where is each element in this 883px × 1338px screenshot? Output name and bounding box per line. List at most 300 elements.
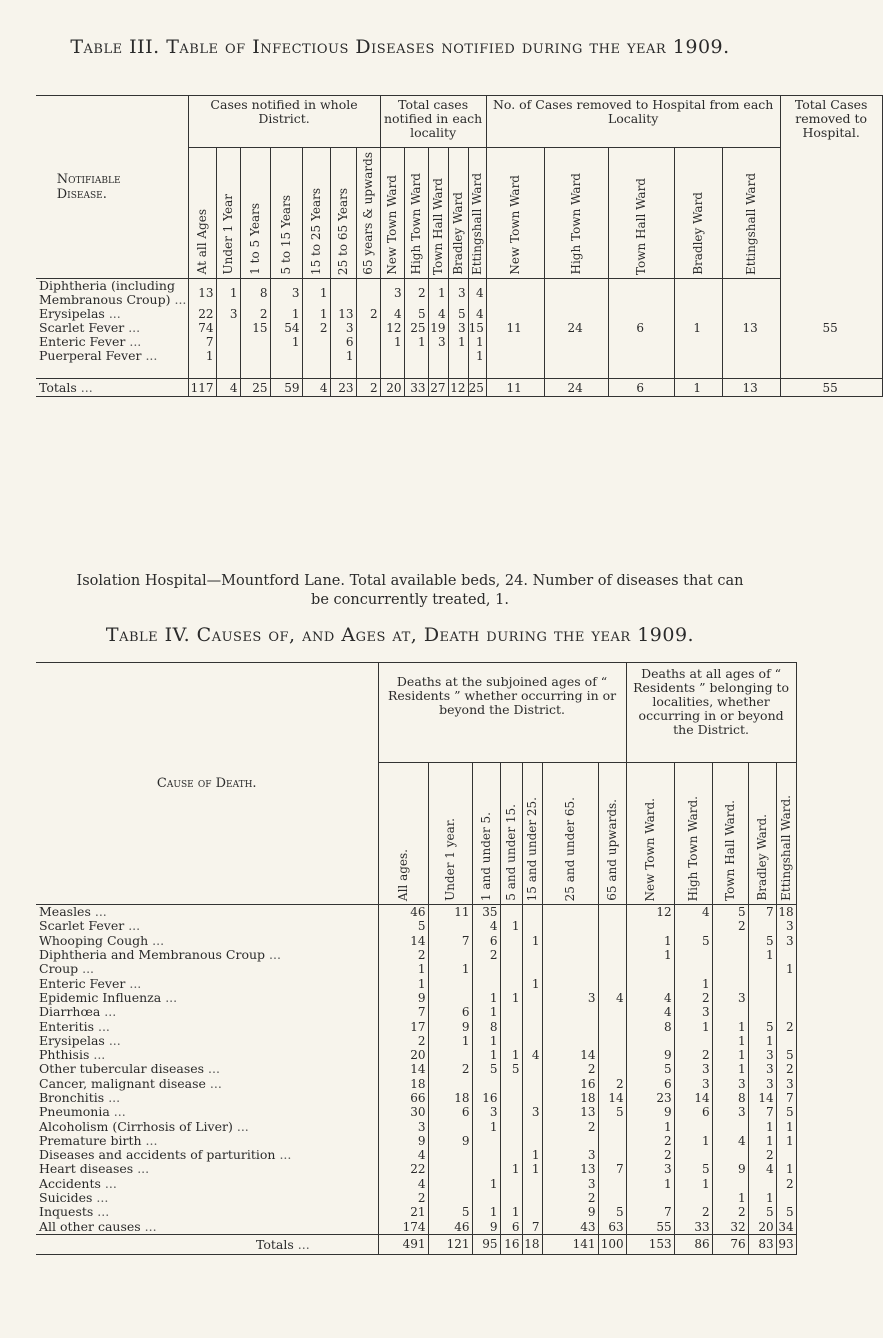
locality-cell: 2 (776, 1062, 796, 1076)
leader-dots: ... (93, 1204, 110, 1220)
col-header: High Town Ward (544, 148, 608, 279)
leader-dots: ... (76, 380, 93, 396)
age-cell (428, 948, 472, 962)
locality-cell (674, 948, 712, 962)
locality-cell (712, 1119, 748, 1133)
leader-dots: ... (141, 1132, 158, 1148)
age-cell: 2 (598, 1077, 626, 1091)
total-cell: 95 (472, 1234, 500, 1254)
row-label (36, 1191, 378, 1205)
age-cell: 46 (428, 1220, 472, 1235)
age-cell: 7 (522, 1220, 542, 1235)
locality-cell: 5 (712, 905, 748, 920)
total-removed-cell (780, 307, 882, 321)
age-cell (356, 278, 380, 307)
removed-cell (544, 349, 608, 363)
row-label (36, 934, 378, 948)
isolation-hospital-note: Isolation Hospital—Mountford Lane. Total available beds, 24. Number of diseases that can be concurrently treated, 1. (76, 573, 744, 608)
locality-cell: 1 (712, 1048, 748, 1062)
table-row (36, 1105, 796, 1119)
col-header: 65 and upwards. (598, 763, 626, 905)
locality-cell: 1 (776, 1134, 796, 1148)
locality-cell: 2 (748, 1148, 776, 1162)
age-cell (542, 934, 598, 948)
locality-cell: 5 (674, 934, 712, 948)
age-cell (356, 349, 380, 363)
age-cell (216, 349, 240, 363)
locality-cell: 4 (468, 278, 486, 307)
table-row (36, 1177, 796, 1191)
locality-cell: 1 (448, 335, 468, 349)
age-cell: 18 (542, 1091, 598, 1105)
row-label (36, 321, 188, 335)
age-cell: 2 (542, 1062, 598, 1076)
age-cell: 30 (378, 1105, 428, 1119)
locality-cell: 1 (468, 335, 486, 349)
locality-cell: 3 (380, 278, 404, 307)
total-cell: 117 (188, 379, 216, 397)
locality-cell: 2 (626, 1148, 674, 1162)
total-cell: 16 (500, 1234, 522, 1254)
age-cell: 1 (472, 1205, 500, 1219)
total-removed-cell (780, 349, 882, 363)
age-cell: 16 (472, 1091, 500, 1105)
locality-cell: 25 (404, 321, 428, 335)
age-cell: 3 (522, 1105, 542, 1119)
age-cell (542, 905, 598, 920)
locality-cell (776, 948, 796, 962)
locality-cell: 2 (776, 1019, 796, 1033)
age-cell: 16 (542, 1077, 598, 1091)
locality-cell: 3 (448, 278, 468, 307)
total-cell: 86 (674, 1234, 712, 1254)
table-row (36, 1119, 796, 1133)
row-label (36, 1119, 378, 1133)
total-cell: 11 (486, 379, 544, 397)
age-cell: 7 (188, 335, 216, 349)
col-header: Ettingshall Ward (722, 148, 780, 279)
removed-cell: 13 (722, 321, 780, 335)
row-label-text: Totals (39, 380, 77, 396)
row-label (36, 1205, 378, 1219)
leader-dots: ... (204, 1061, 220, 1077)
removed-cell (544, 335, 608, 349)
total-cell: 93 (776, 1234, 796, 1254)
age-cell (500, 1148, 522, 1162)
leader-dots: ... (141, 347, 158, 363)
total-cell: 121 (428, 1234, 472, 1254)
locality-cell: 2 (404, 278, 428, 307)
age-cell: 46 (378, 905, 428, 920)
age-cell: 2 (542, 1119, 598, 1133)
locality-cell: 14 (748, 1091, 776, 1105)
locality-cell: 1 (748, 1134, 776, 1148)
age-cell (270, 349, 302, 363)
table-row (36, 919, 796, 933)
locality-cell: 1 (674, 1177, 712, 1191)
table-row (36, 321, 882, 335)
locality-cell: 3 (748, 1077, 776, 1091)
age-cell: 13 (542, 1162, 598, 1176)
leader-dots: ... (140, 1218, 157, 1234)
age-cell (472, 1191, 500, 1205)
age-cell (428, 976, 472, 990)
locality-cell (674, 962, 712, 976)
locality-cell: 1 (674, 1134, 712, 1148)
age-cell: 35 (472, 905, 500, 920)
total-cell: 55 (780, 379, 882, 397)
locality-cell: 14 (674, 1091, 712, 1105)
col-header: Bradley Ward. (748, 763, 776, 905)
age-cell: 22 (188, 307, 216, 321)
removed-cell: 1 (674, 321, 722, 335)
locality-cell: 3 (776, 919, 796, 933)
age-cell: 2 (378, 1191, 428, 1205)
age-cell: 1 (270, 307, 302, 321)
leader-dots: ... (125, 975, 142, 991)
total-cell: 83 (748, 1234, 776, 1254)
leader-dots: ... (170, 291, 187, 307)
age-cell: 5 (378, 919, 428, 933)
locality-cell: 8 (712, 1091, 748, 1105)
table-row (36, 1062, 796, 1076)
age-cell: 14 (378, 1062, 428, 1076)
age-cell (500, 1134, 522, 1148)
locality-cell (776, 991, 796, 1005)
age-cell (500, 948, 522, 962)
age-cell: 1 (500, 1162, 522, 1176)
locality-cell: 6 (626, 1077, 674, 1091)
row-label-text: Premature birth (39, 1132, 142, 1148)
locality-cell: 1 (748, 948, 776, 962)
age-cell (542, 1034, 598, 1048)
locality-cell: 1 (776, 962, 796, 976)
age-cell (500, 1091, 522, 1105)
leader-dots: ... (100, 1175, 117, 1191)
locality-cell (626, 962, 674, 976)
age-cell (428, 1119, 472, 1133)
age-cell (598, 1134, 626, 1148)
locality-cell (748, 1005, 776, 1019)
removed-cell (608, 349, 674, 363)
removed-cell (674, 349, 722, 363)
locality-cell (404, 349, 428, 363)
row-label-text: Enteric Fever (39, 333, 126, 349)
row-label (36, 379, 188, 397)
group-header-localities: Deaths at all ages of “ Residents ” belonging to localities, whether occurring in or beyond the District. (626, 663, 796, 763)
locality-cell: 2 (674, 991, 712, 1005)
locality-cell: 15 (468, 321, 486, 335)
age-cell: 5 (598, 1105, 626, 1119)
age-cell: 3 (542, 1148, 598, 1162)
table-row (36, 1148, 796, 1162)
locality-cell (626, 919, 674, 933)
age-cell: 1 (302, 278, 330, 307)
table-row (36, 991, 796, 1005)
leader-dots: ... (104, 305, 121, 321)
age-cell (428, 1048, 472, 1062)
table-row (36, 307, 882, 321)
locality-cell: 4 (748, 1162, 776, 1176)
locality-cell: 7 (748, 1105, 776, 1119)
locality-cell: 2 (626, 1134, 674, 1148)
locality-cell (776, 1148, 796, 1162)
row-label-text: Enteric Fever (39, 975, 126, 991)
locality-cell (712, 962, 748, 976)
leader-dots: ... (104, 1090, 121, 1105)
table-row (36, 962, 796, 976)
removed-cell (608, 335, 674, 349)
age-cell: 9 (542, 1205, 598, 1219)
age-cell: 1 (188, 349, 216, 363)
row-label (36, 1019, 378, 1033)
leader-dots: ... (275, 1147, 292, 1163)
age-cell: 5 (428, 1205, 472, 1219)
age-cell (500, 1077, 522, 1091)
age-cell (598, 962, 626, 976)
age-cell (598, 1119, 626, 1133)
row-label-text: Erysipelas (39, 305, 105, 321)
table-row (36, 1162, 796, 1176)
age-cell: 1 (522, 1162, 542, 1176)
table-row (36, 905, 796, 920)
age-cell: 43 (542, 1220, 598, 1235)
age-cell (598, 1191, 626, 1205)
age-cell (428, 1077, 472, 1091)
locality-cell: 3 (776, 1077, 796, 1091)
locality-cell: 3 (674, 1005, 712, 1019)
row-label (36, 1077, 378, 1091)
total-cell: 153 (626, 1234, 674, 1254)
locality-cell: 1 (428, 278, 448, 307)
total-cell: 18 (522, 1234, 542, 1254)
col-header: All ages. (378, 763, 428, 905)
row-label-text: All other causes (39, 1218, 141, 1234)
age-cell: 14 (378, 934, 428, 948)
locality-cell: 5 (748, 934, 776, 948)
age-cell: 20 (378, 1048, 428, 1062)
locality-cell: 3 (674, 1062, 712, 1076)
col-header: Town Hall Ward (608, 148, 674, 279)
row-label (36, 1220, 378, 1235)
table4-title: Table IV. Causes of, and Ages at, Death during the year 1909. (105, 624, 695, 646)
age-cell (428, 919, 472, 933)
row-label (36, 307, 188, 321)
row-label-text: Alcoholism (Cirrhosis of Liver) (39, 1118, 233, 1134)
age-cell (522, 1205, 542, 1219)
removed-cell (722, 335, 780, 349)
age-cell (598, 905, 626, 920)
leader-dots: ... (232, 1118, 249, 1134)
locality-cell (428, 349, 448, 363)
age-cell: 11 (428, 905, 472, 920)
age-cell: 1 (270, 335, 302, 349)
age-cell: 4 (378, 1177, 428, 1191)
row-label-text: Other tubercular diseases (39, 1061, 205, 1077)
row-label-text: Puerperal Fever (39, 347, 142, 363)
leader-dots: ... (92, 1190, 109, 1206)
age-cell: 15 (240, 321, 270, 335)
locality-cell: 1 (626, 1119, 674, 1133)
total-removed-cell (780, 335, 882, 349)
locality-cell: 4 (468, 307, 486, 321)
row-label-text: Scarlet Fever (39, 319, 125, 335)
age-cell: 6 (428, 1005, 472, 1019)
removed-cell: 24 (544, 321, 608, 335)
locality-cell: 3 (712, 1077, 748, 1091)
age-cell: 2 (542, 1191, 598, 1205)
leader-dots: ... (265, 947, 281, 963)
removed-cell (722, 349, 780, 363)
age-cell (522, 1134, 542, 1148)
age-cell: 4 (378, 1148, 428, 1162)
col-header: 5 to 15 Years (270, 148, 302, 279)
age-cell (598, 1019, 626, 1033)
table3-title: Table III. Table of Infectious Diseases notified during the year 1909. (70, 36, 730, 58)
row-label-text: Diphtheria and Membranous Croup (39, 947, 266, 963)
table-row (36, 1005, 796, 1019)
table-row (36, 278, 882, 307)
age-cell (522, 962, 542, 976)
age-cell (542, 1019, 598, 1033)
col-header: 25 and under 65. (542, 763, 598, 905)
locality-cell (712, 948, 748, 962)
col-header: High Town Ward. (674, 763, 712, 905)
total-cell: 25 (240, 379, 270, 397)
locality-cell: 5 (748, 1205, 776, 1219)
locality-cell: 5 (776, 1205, 796, 1219)
age-cell: 1 (472, 1034, 500, 1048)
age-cell (500, 962, 522, 976)
row-label-text: Pneumonia (39, 1104, 110, 1120)
age-cell: 1 (472, 1048, 500, 1062)
table-row-spacer (36, 363, 882, 379)
removed-cell (486, 349, 544, 363)
age-cell: 3 (378, 1119, 428, 1133)
locality-cell: 2 (674, 1048, 712, 1062)
age-cell: 54 (270, 321, 302, 335)
table-row (36, 1034, 796, 1048)
locality-cell: 8 (626, 1019, 674, 1033)
total-cell: 20 (380, 379, 404, 397)
age-cell: 22 (378, 1162, 428, 1176)
locality-cell: 12 (380, 321, 404, 335)
locality-cell: 2 (712, 1205, 748, 1219)
row-label-text: Whooping Cough (39, 932, 149, 948)
col-header: 65 years & upwards (356, 148, 380, 279)
col-header: 5 and under 15. (500, 763, 522, 905)
age-cell (500, 905, 522, 920)
locality-cell: 2 (712, 919, 748, 933)
total-cell: 12 (448, 379, 468, 397)
age-cell: 13 (542, 1105, 598, 1119)
locality-cell: 1 (776, 1162, 796, 1176)
locality-cell (712, 976, 748, 990)
locality-cell: 33 (674, 1220, 712, 1235)
age-cell (500, 1019, 522, 1033)
col-header: 25 to 65 Years (330, 148, 356, 279)
locality-cell: 4 (380, 307, 404, 321)
age-cell: 1 (378, 976, 428, 990)
leader-dots: ... (94, 1018, 110, 1034)
age-cell (542, 948, 598, 962)
table-row (36, 1077, 796, 1091)
row-label-text: Diphtheria (including Membranous Croup) (39, 277, 175, 307)
locality-cell (674, 1119, 712, 1133)
locality-cell (776, 1005, 796, 1019)
leader-dots: ... (124, 918, 141, 934)
row-label-text: Enteritis (39, 1018, 95, 1034)
locality-cell (748, 1177, 776, 1191)
locality-cell: 1 (712, 1019, 748, 1033)
age-cell (216, 335, 240, 349)
age-cell: 1 (500, 991, 522, 1005)
row-label-text: Diseases and accidents of parturition (39, 1147, 276, 1163)
age-cell: 2 (472, 948, 500, 962)
locality-cell (776, 1191, 796, 1205)
locality-cell (748, 962, 776, 976)
age-cell (542, 962, 598, 976)
table-row (36, 976, 796, 990)
table-row (36, 335, 882, 349)
row-label (36, 1005, 378, 1019)
age-cell (472, 1148, 500, 1162)
total-removed-cell: 55 (780, 321, 882, 335)
locality-cell: 1 (776, 1119, 796, 1133)
age-cell: 4 (522, 1048, 542, 1062)
total-cell: 6 (608, 379, 674, 397)
locality-cell (380, 349, 404, 363)
age-cell (500, 1105, 522, 1119)
row-label (36, 1148, 378, 1162)
age-cell (522, 948, 542, 962)
total-cell: 100 (598, 1234, 626, 1254)
total-cell: 24 (544, 379, 608, 397)
locality-cell: 1 (674, 1019, 712, 1033)
locality-cell: 3 (776, 934, 796, 948)
total-cell: 13 (722, 379, 780, 397)
row-label-text: Heart diseases (39, 1161, 134, 1177)
removed-cell (608, 307, 674, 321)
totals-row (36, 1234, 796, 1254)
age-cell: 5 (500, 1062, 522, 1076)
age-cell (356, 335, 380, 349)
removed-cell (722, 307, 780, 321)
age-cell: 9 (428, 1134, 472, 1148)
locality-cell: 12 (626, 905, 674, 920)
row-label-text: Scarlet Fever (39, 918, 125, 934)
age-cell (522, 919, 542, 933)
age-cell (598, 948, 626, 962)
col-header: Town Hall Ward. (712, 763, 748, 905)
row-label (36, 1234, 378, 1254)
total-cell: 4 (216, 379, 240, 397)
age-cell (500, 1119, 522, 1133)
age-cell: 3 (270, 278, 302, 307)
group-header-each-locality: Total cases notified in each locality (380, 96, 486, 148)
locality-cell: 1 (748, 1034, 776, 1048)
locality-cell: 4 (712, 1134, 748, 1148)
leader-dots: ... (104, 1032, 121, 1048)
removed-cell (486, 307, 544, 321)
col-header: Ettingshall Ward (468, 148, 486, 279)
table4 (36, 662, 797, 1255)
age-cell: 1 (428, 962, 472, 976)
age-cell: 21 (378, 1205, 428, 1219)
locality-cell: 1 (712, 1191, 748, 1205)
locality-cell: 1 (404, 335, 428, 349)
col-header: Under 1 year. (428, 763, 472, 905)
